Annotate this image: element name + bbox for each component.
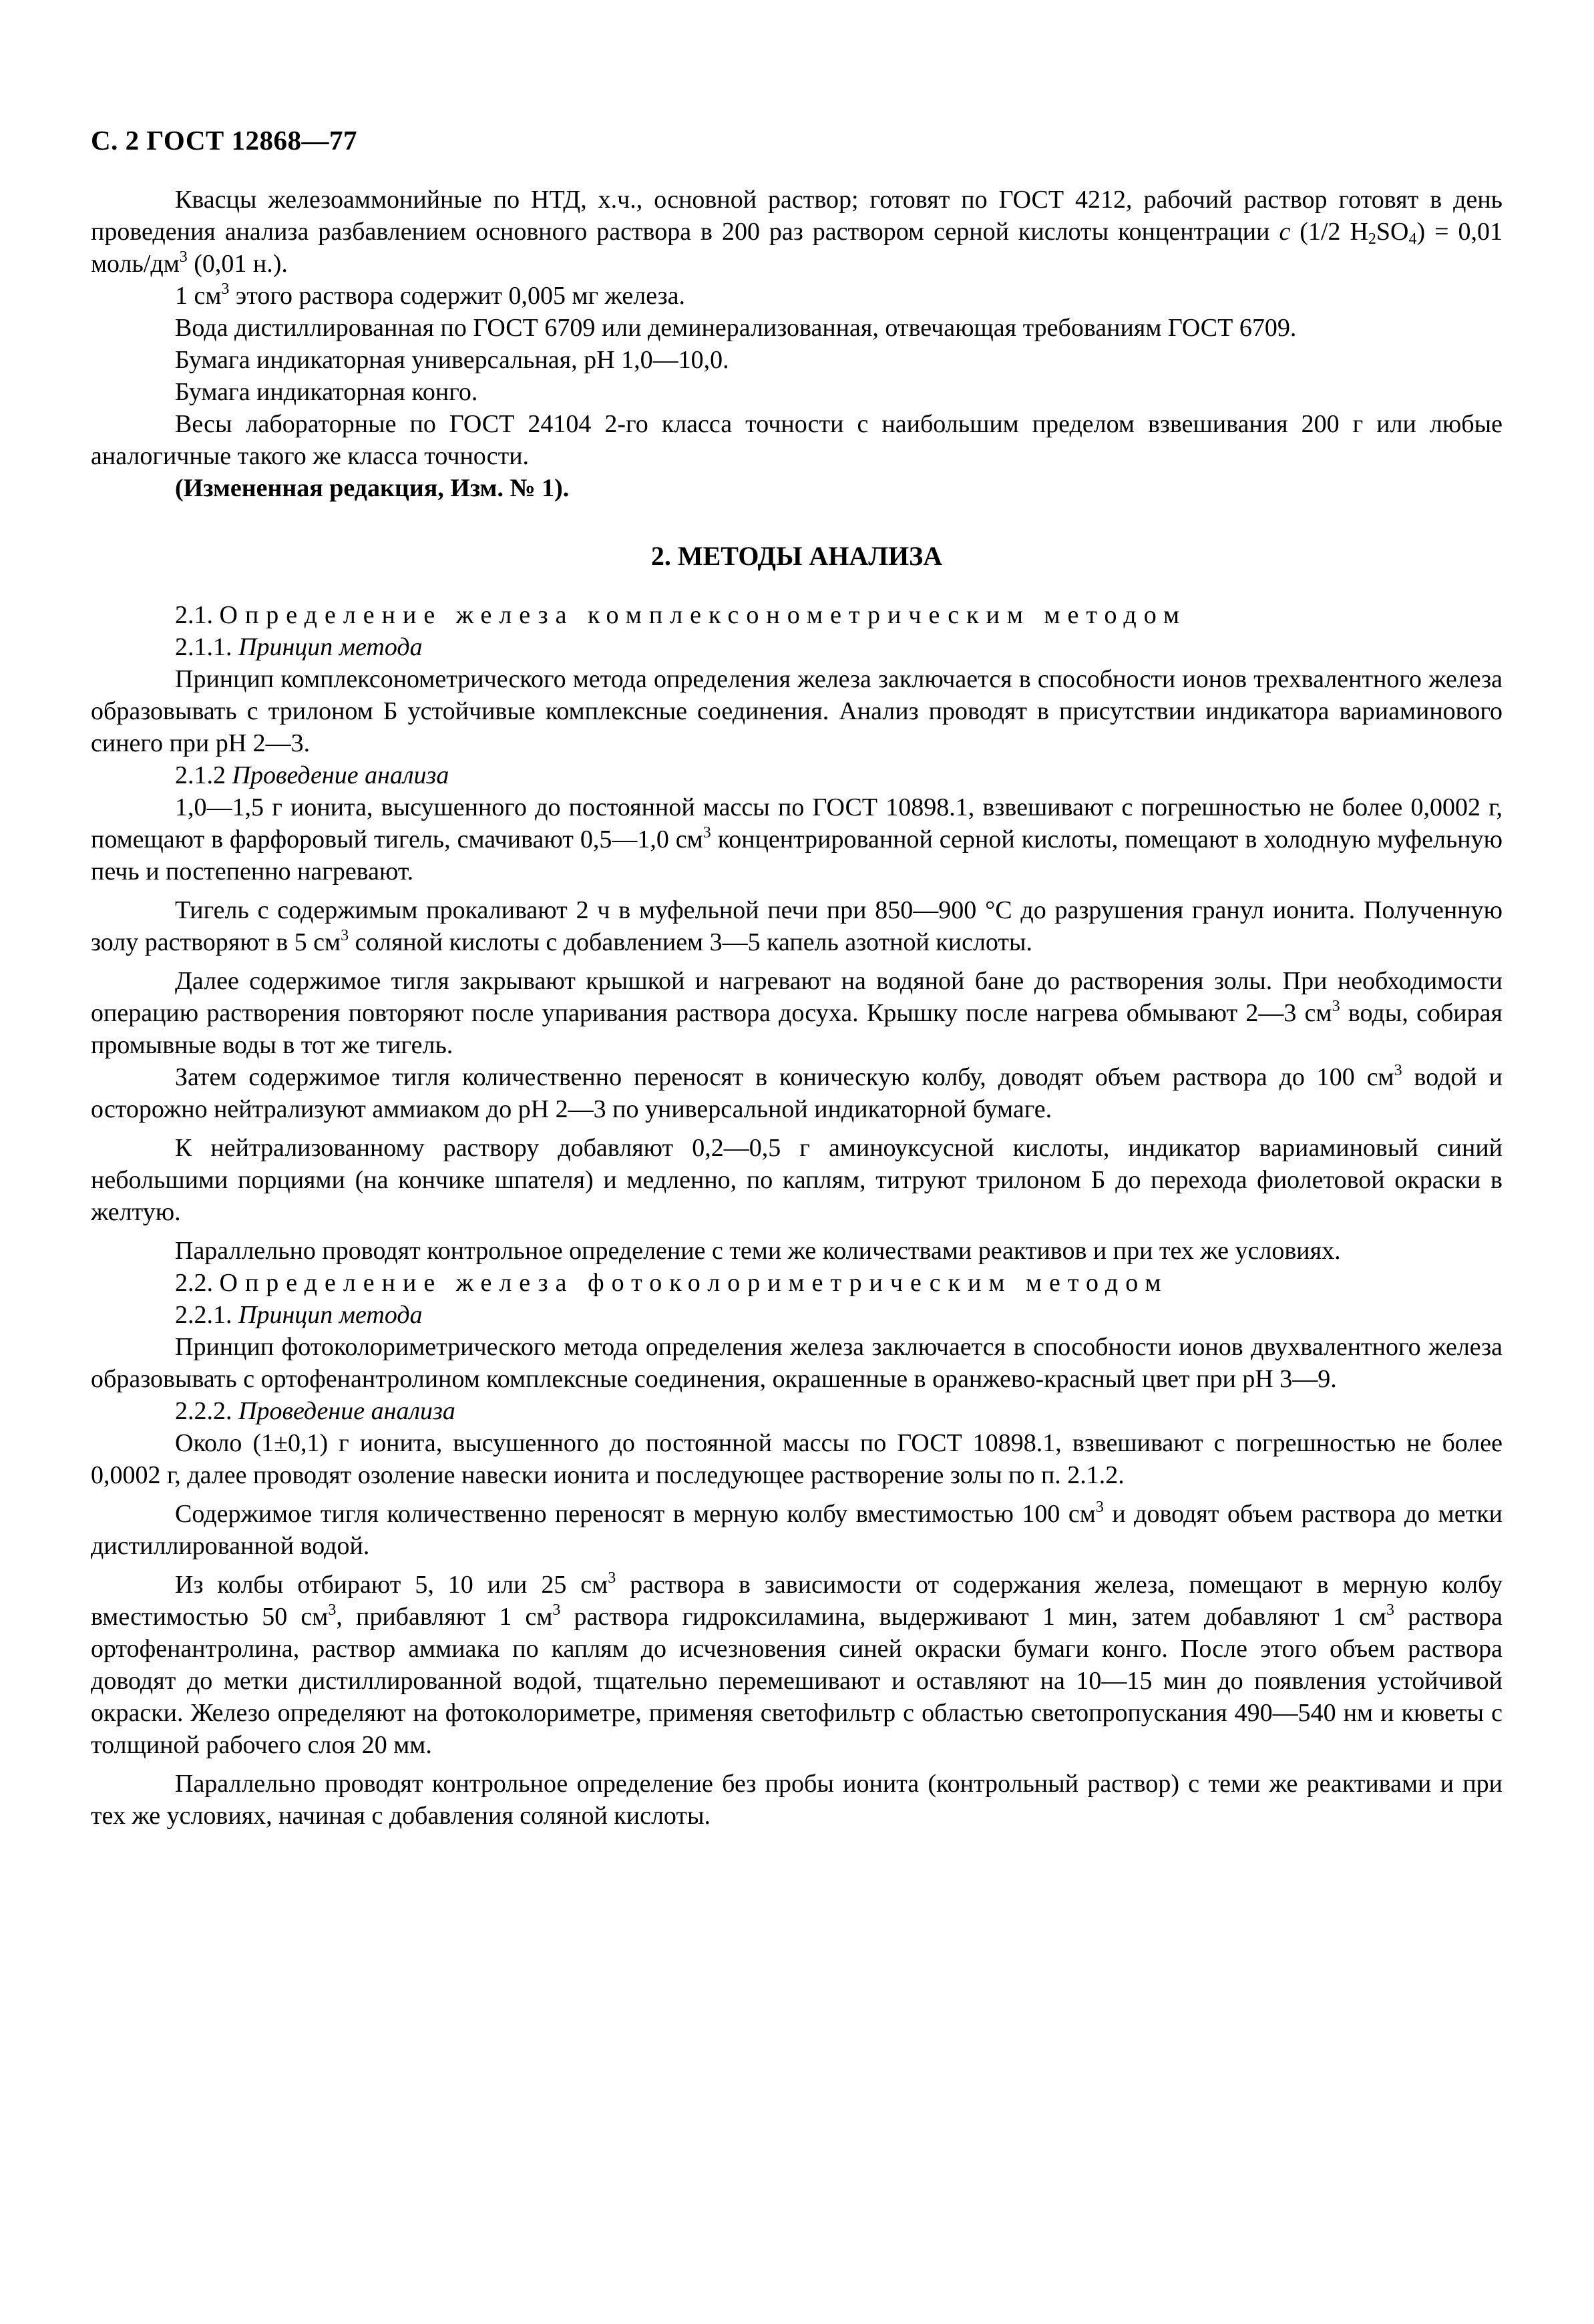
subsection-heading: 2.2.2. Проведение анализа [175, 1397, 455, 1425]
amendment-note: (Измененная редакция, Изм. № 1). [175, 474, 570, 502]
body-paragraph: Параллельно проводят контрольное определение с теми же количествами реактивов и при тех же условиях. [175, 1237, 1341, 1265]
subsection-heading: 2.1.1. Принцип метода [175, 633, 423, 661]
body-paragraph: Принцип комплексонометрического метода определения железа заключается в способности ионов трехвалентного железа образовывать с трилоном Б устойчивые комплексные соединения. Анализ проводят в присутствии индикатора вариаминового синего при pH 2—3. [91, 665, 1503, 757]
body-paragraph: Содержимое тигля количественно переносят в мерную колбу вместимостью 100 $см^3$ и доводят объем раствора до метки дистиллированной водой. [91, 1499, 1503, 1560]
body-paragraph: 1,0—1,5 г ионита, высушенного до постоянной массы по ГОСТ 10898.1, взвешивают с погрешностью не более 0,0002 г, помещают в фарфоровый тигель, смачивают 0,5—1,0 $см^3$ концентрированной серной кислоты, помещают в холодную муфельную печь и постепенно нагревают. [91, 793, 1503, 886]
body-paragraph: Затем содержимое тигля количественно переносят в коническую колбу, доводят объем раствора до 100 $см^3$ водой и осторожно нейтрализуют аммиаком до pH 2—3 по универсальной индикаторной бумаге. [91, 1062, 1503, 1123]
subsection-heading: 2.2. Определение железа фотоколориметрическим методом [175, 1269, 1169, 1297]
body-paragraph: Около (1±0,1) г ионита, высушенного до постоянной массы по ГОСТ 10898.1, взвешивают с погрешностью не более 0,0002 г, далее проводят озоление навески ионита и последующее растворение золы по п. 2.1.2. [91, 1429, 1503, 1489]
reagent-paragraph: Весы лабораторные по ГОСТ 24104 2-го класса точности с наибольшим пределом взвешивания 200 г или любые аналогичные такого же класса точности. [91, 410, 1503, 470]
page-header: С. 2 ГОСТ 12868—77 [91, 125, 358, 156]
reagent-paragraph: Бумага индикаторная конго. [175, 378, 478, 406]
body-paragraph: Принцип фотоколориметрического метода определения железа заключается в способности ионов двухвалентного железа образовывать с ортофенантролином комплексные соединения, окрашенные в оранжево-красный цвет при pH 3—9. [91, 1333, 1503, 1393]
reagent-paragraph: Квасцы железоаммонийные по НТД, х.ч., основной раствор; готовят по ГОСТ 4212, рабочий раствор готовят в день проведения анализа разбавлением основного раствора в 200 раз раствором серной кислоты концентрации с (1/2 $H_2SO_4) = 0,01$ моль/$дм^3$ (0,01 н.). [91, 186, 1503, 278]
body-paragraph: К нейтрализованному раствору добавляют 0,2—0,5 г аминоуксусной кислоты, индикатор вариаминовый синий небольшими порциями (на кончике шпателя) и медленно, по каплям, титруют трилоном Б до перехода фиолетовой окраски в желтую. [91, 1134, 1503, 1226]
document-body [91, 184, 1503, 1832]
subsection-heading: 2.1. Определение железа комплексонометрическим методом [175, 601, 1187, 629]
reagent-paragraph: Вода дистиллированная по ГОСТ 6709 или деминерализованная, отвечающая требованиям ГОСТ 6709. [175, 314, 1297, 342]
subsection-heading: 2.1.2 Проведение анализа [175, 761, 449, 789]
body-paragraph: Из колбы отбирают 5, 10 или 25 $см^3$ раствора в зависимости от содержания железа, помещают в мерную колбу вместимостью 50 $см^3$, прибавляют 1 $см^3$ раствора гидроксиламина, выдерживают 1 мин, затем добавляют 1 $см^3$ раствора ортофенантролина, раствор аммиака по каплям до исчезновения синей окраски бумаги конго. После этого объем раствора доводят до метки дистиллированной водой, тщательно перемешивают и оставляют на 10—15 мин до появления устойчивой окраски. Железо определяют на фотоколориметре, применяя светофильтр с областью светопропускания 490—540 нм и кюветы с толщиной рабочего слоя 20 мм. [91, 1569, 1503, 1759]
body-paragraph: Тигель с содержимым прокаливают 2 ч в муфельной печи при 850—900 °C до разрушения гранул ионита. Полученную золу растворяют в 5 $см^3$ соляной кислоты с добавлением 3—5 капель азотной кислоты. [91, 896, 1503, 956]
reagent-paragraph: Бумага индикаторная универсальная, pH 1,0—10,0. [175, 346, 729, 374]
body-paragraph: Параллельно проводят контрольное определение без пробы ионита (контрольный раствор) с теми же реактивами и при тех же условиях, начиная с добавления соляной кислоты. [91, 1770, 1503, 1830]
subsection-heading: 2.2.1. Принцип метода [175, 1301, 423, 1329]
body-paragraph: Далее содержимое тигля закрывают крышкой и нагревают на водяной бане до растворения золы. При необходимости операцию растворения повторяют после упаривания раствора досуха. Крышку после нагрева обмывают 2—3 $см^3$ воды, собирая промывные воды в тот же тигель. [91, 967, 1503, 1059]
reagent-paragraph: 1 $см^3$ этого раствора содержит 0,005 мг железа. [175, 280, 685, 310]
section-title: 2. МЕТОДЫ АНАЛИЗА [650, 541, 943, 571]
